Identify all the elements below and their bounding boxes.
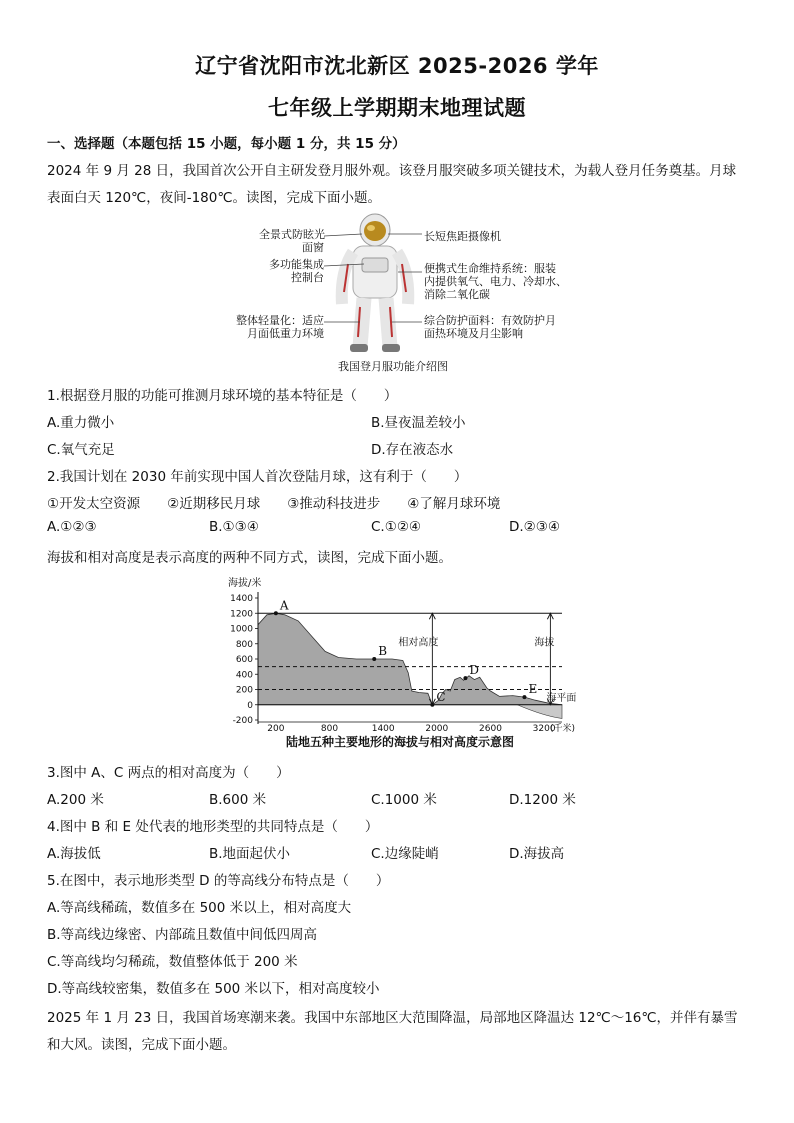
label-lightweight: 整体轻量化：适应 月面低重力环境 xyxy=(236,314,324,340)
q3-option-b[interactable]: B.600 米 xyxy=(209,792,267,808)
q5-option-b[interactable]: B.等高线边缘密、内部疏且数值中间低四周高 xyxy=(47,927,318,943)
figure-1-caption: 我国登月服功能介绍图 xyxy=(338,360,448,373)
point-A xyxy=(274,611,278,615)
q4-option-a[interactable]: A.海拔低 xyxy=(47,846,101,862)
intro-1-line-2: 表面白天 120℃，夜间-180℃。读图，完成下面小题。 xyxy=(47,190,382,206)
q1-option-c[interactable]: C.氧气充足 xyxy=(47,442,115,458)
q1-option-a[interactable]: A.重力微小 xyxy=(47,415,115,431)
point-B xyxy=(372,657,376,661)
q2-option-d[interactable]: D.②③④ xyxy=(509,519,560,535)
point-label-B: B xyxy=(378,644,388,658)
q1-option-b[interactable]: B.昼夜温差较小 xyxy=(371,415,466,431)
y-tick-label: -200 xyxy=(232,716,253,726)
q1-stem: 1.根据登月服的功能可推测月球环境的基本特征是（ ） xyxy=(47,388,398,404)
terrain-area xyxy=(258,613,562,705)
label-console: 多功能集成 控制台 xyxy=(269,258,324,284)
title-line-1: 辽宁省沈阳市沈北新区 2025-2026 学年 xyxy=(195,54,599,78)
y-tick-label: 800 xyxy=(235,639,253,650)
label-visor: 全景式防眩光 面窗 xyxy=(259,228,325,254)
q4-option-d[interactable]: D.海拔高 xyxy=(509,846,565,862)
q4-option-b[interactable]: B.地面起伏小 xyxy=(209,846,291,862)
y-tick-label: 1000 xyxy=(230,624,253,635)
y-tick-label: 1200 xyxy=(230,609,253,620)
intro-1-line-1: 2024 年 9 月 28 日，我国首次公开自主研发登月服外观。该登月服突破多项关键技术，为载人登月任务奠基。月球 xyxy=(47,163,737,179)
q4-option-c[interactable]: C.边缘陡峭 xyxy=(371,846,439,862)
y-tick-label: 400 xyxy=(235,670,253,681)
q2-stem: 2.我国计划在 2030 年前实现中国人首次登陆月球，这有利于（ ） xyxy=(47,469,468,485)
terrain-chart xyxy=(220,570,580,752)
q2-option-b[interactable]: B.①③④ xyxy=(209,519,259,535)
x-tick-label: 1400 xyxy=(371,724,395,734)
x-tick-label: 2000 xyxy=(425,724,449,734)
section-heading: 一、选择题（本题包括 15 小题，每小题 1 分，共 15 分） xyxy=(47,136,406,152)
point-label-D: D xyxy=(469,663,480,678)
point-label-A: A xyxy=(279,598,289,613)
y-axis-label: 海拔/米 xyxy=(228,578,262,589)
x-tick-label: 3200 xyxy=(532,724,556,734)
q4-stem: 4.图中 B 和 E 处代表的地形类型的共同特点是（ ） xyxy=(47,819,379,835)
label-life-support: 便携式生命维持系统：服装 内提供氧气、电力、冷却水、 消除二氧化碳 xyxy=(424,262,567,301)
q3-option-d[interactable]: D.1200 米 xyxy=(509,792,576,808)
altitude-label: 海拔 xyxy=(534,637,555,649)
label-camera: 长短焦距摄像机 xyxy=(424,230,501,243)
q3-option-a[interactable]: A.200 米 xyxy=(47,792,104,808)
q2-option-c[interactable]: C.①②④ xyxy=(371,519,422,535)
x-tick-label: 200 xyxy=(267,724,285,734)
q3-stem: 3.图中 A、C 两点的相对高度为（ ） xyxy=(47,765,290,781)
point-label-C: C xyxy=(436,689,446,704)
q5-stem: 5.在图中，表示地形类型 D 的等高线分布特点是（ ） xyxy=(47,873,390,889)
q5-option-c[interactable]: C.等高线均匀稀疏，数值整体低于 200 米 xyxy=(47,954,298,970)
q3-option-c[interactable]: C.1000 米 xyxy=(371,792,437,808)
point-D xyxy=(463,676,467,680)
intro-3-line-1: 2025 年 1 月 23 日，我国首场寒潮来袭。我国中东部地区大范围降温，局部地区降温达 12℃～16℃，并伴有暴雪 xyxy=(47,1010,738,1026)
seafloor-area xyxy=(517,705,562,719)
x-tick-label: 2600 xyxy=(479,724,502,734)
title-line-2: 七年级上学期期末地理试题 xyxy=(268,96,526,120)
point-E xyxy=(522,695,526,699)
q1-option-d[interactable]: D.存在液态水 xyxy=(371,442,454,458)
q5-option-d[interactable]: D.等高线较密集，数值多在 500 米以下，相对高度较小 xyxy=(47,981,380,997)
y-tick-label: 200 xyxy=(235,685,253,696)
chart-title: 陆地五种主要地形的海拔与相对高度示意图 xyxy=(285,735,515,749)
y-tick-label: 0 xyxy=(247,700,253,711)
intro-3-line-2: 和大风。读图，完成下面小题。 xyxy=(47,1037,236,1053)
point-C xyxy=(430,703,434,707)
y-tick-label: 1400 xyxy=(230,594,253,604)
intro-2: 海拔和相对高度是表示高度的两种不同方式，读图，完成下面小题。 xyxy=(47,550,452,566)
relative-height-label: 相对高度 xyxy=(398,637,439,649)
point-label-E: E xyxy=(528,682,538,697)
x-axis-label: (千米) xyxy=(550,724,576,734)
q2-option-a[interactable]: A.①②③ xyxy=(47,519,97,535)
x-tick-label: 800 xyxy=(320,724,339,734)
q2-items: ①开发太空资源 ②近期移民月球 ③推动科技进步 ④了解月球环境 xyxy=(47,496,501,512)
label-fabric: 综合防护面料：有效防护月 面热环境及月尘影响 xyxy=(424,314,556,340)
sea-level-label: 海平面 xyxy=(546,692,577,704)
y-tick-label: 600 xyxy=(235,655,253,665)
q5-option-a[interactable]: A.等高线稀疏，数值多在 500 米以上，相对高度大 xyxy=(47,900,352,916)
